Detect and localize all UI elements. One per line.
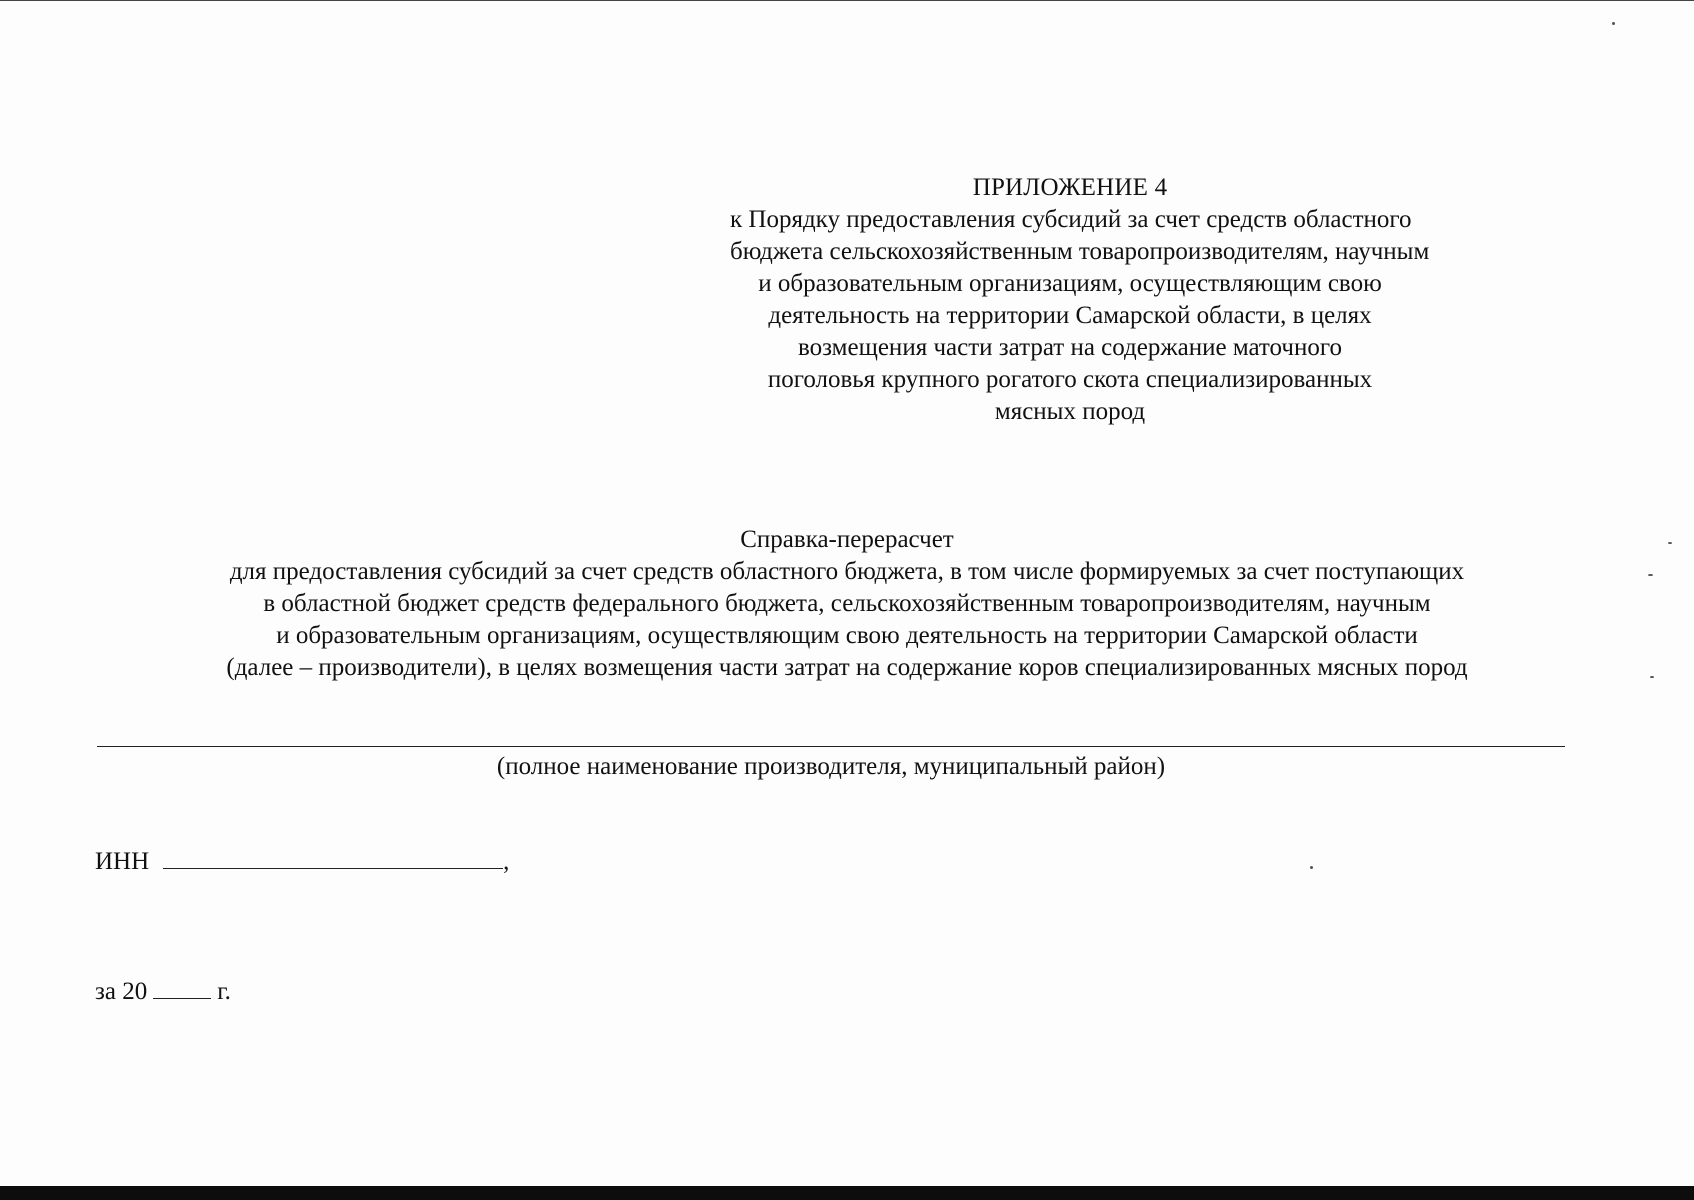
scan-speck: [1612, 22, 1615, 25]
scan-speck: [1650, 676, 1654, 678]
document-title-line: для предоставления субсидий за счет средств областного бюджета, в том числе формируемых за счет поступающих: [229, 558, 1465, 585]
appendix-line: бюджета сельскохозяйственным товаропроизводителям, научным: [730, 238, 1430, 265]
appendix-line: возмещения части затрат на содержание маточного: [798, 334, 1342, 361]
period-row: [95, 976, 231, 1007]
inn-row: [95, 846, 509, 877]
producer-name-caption: (полное наименование производителя, муниципальный район): [496, 753, 1166, 780]
appendix-line: к Порядку предоставления субсидий за счет средств областного: [730, 206, 1412, 233]
document-title-line: (далее – производители), в целях возмещения части затрат на содержание коров специализированных мясных пород: [226, 654, 1468, 681]
period-suffix: г.: [217, 978, 231, 1005]
appendix-line: и образовательным организациям, осуществляющим свою: [758, 270, 1382, 297]
inn-blank-field: [163, 846, 503, 869]
scan-speck: [1668, 542, 1672, 544]
appendix-heading: ПРИЛОЖЕНИЕ 4: [972, 174, 1168, 201]
producer-name-field-line: [97, 746, 1565, 747]
scan-bottom-edge: [0, 1186, 1694, 1200]
scan-speck: [1648, 574, 1653, 576]
period-year-blank-field: [153, 976, 211, 999]
appendix-block: [730, 172, 1430, 428]
scan-top-edge: [0, 0, 1694, 1]
appendix-line: мясных пород: [994, 398, 1146, 425]
appendix-line: поголовья крупного рогатого скота специализированных: [767, 366, 1373, 393]
period-prefix: за 20: [95, 978, 148, 1005]
inn-label: ИНН: [95, 848, 150, 875]
document-title-block: [70, 524, 1624, 684]
document-title: Справка-перерасчет: [740, 526, 954, 553]
scan-speck: [1310, 866, 1313, 869]
document-title-line: и образовательным организациям, осуществляющим свою деятельность на территории Самарской области: [276, 622, 1418, 649]
appendix-line: деятельность на территории Самарской области, в целях: [768, 302, 1372, 329]
document-title-line: в областной бюджет средств федерального бюджета, сельскохозяйственным товаропроизводителям, научным: [263, 590, 1431, 617]
inn-suffix: ,: [503, 848, 510, 875]
